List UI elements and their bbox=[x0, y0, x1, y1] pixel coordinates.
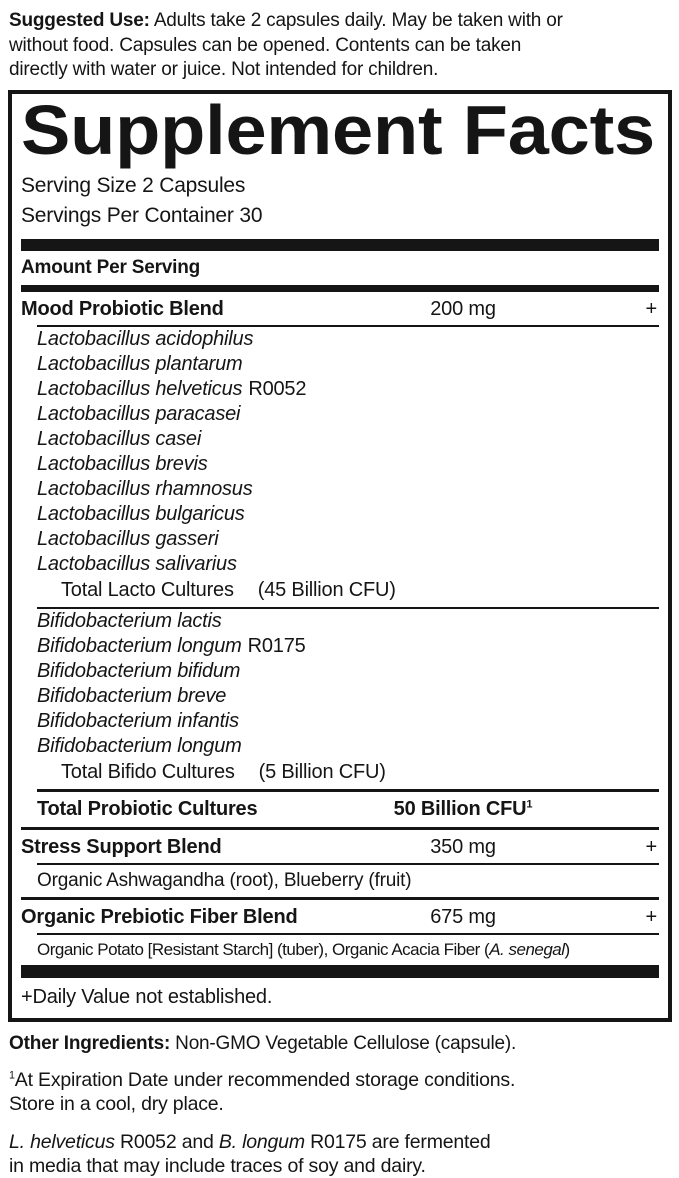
fiber-blend-ingredients: Organic Potato [Resistant Starch] (tuber), Organic Acacia Fiber (A. senegal) bbox=[37, 939, 570, 959]
stress-blend-dv-symbol: + bbox=[645, 835, 657, 858]
total-probiotic-row bbox=[21, 792, 659, 827]
total-bifido-label: Total Bifido Cultures bbox=[61, 760, 235, 783]
total-probiotic-label: Total Probiotic Cultures bbox=[37, 797, 258, 820]
species-name: Bifidobacterium breve bbox=[37, 684, 227, 707]
species-row bbox=[37, 527, 659, 552]
other-ingredients-label: Other Ingredients: bbox=[9, 1032, 171, 1054]
species-row bbox=[37, 477, 659, 502]
separator-bar bbox=[21, 285, 659, 292]
species-row bbox=[37, 634, 659, 659]
fermentation-note bbox=[9, 1130, 669, 1178]
species-name: Bifidobacterium longum bbox=[37, 634, 242, 657]
fiber-blend-dv-symbol: + bbox=[645, 905, 657, 928]
total-probiotic-value: 50 Billion CFU$^1$ bbox=[393, 797, 533, 820]
suggested-use-label: Suggested Use: bbox=[9, 10, 150, 31]
storage-note-line: $^1$At Expiration Date under recommended storage conditions. bbox=[9, 1068, 516, 1091]
species-name: Bifidobacterium bifidum bbox=[37, 659, 241, 682]
mood-blend-dv-symbol: + bbox=[645, 297, 657, 320]
species-row bbox=[37, 609, 659, 634]
below-panel-notes bbox=[0, 1032, 679, 1178]
species-name: Lactobacillus salivarius bbox=[37, 552, 237, 575]
total-bifido-cultures bbox=[61, 759, 659, 789]
footnote-marker: 1 bbox=[9, 1069, 15, 1081]
species-name: Bifidobacterium lactis bbox=[37, 609, 222, 632]
species-name: Lactobacillus bulgaricus bbox=[37, 502, 245, 525]
separator-bar bbox=[21, 965, 659, 978]
total-lacto-cultures bbox=[61, 577, 659, 607]
mood-blend-row bbox=[21, 292, 659, 325]
fiber-blend-amount: 675 mg bbox=[430, 905, 496, 928]
species-name: Lactobacillus plantarum bbox=[37, 352, 243, 375]
serving-size: Serving Size 2 Capsules bbox=[21, 173, 246, 197]
daily-value-note: +Daily Value not established. bbox=[21, 985, 273, 1008]
species-row bbox=[37, 402, 659, 427]
suggested-use-line: Suggested Use: Adults take 2 capsules daily. May be taken with or bbox=[9, 10, 563, 31]
servings-per-container: Servings Per Container 30 bbox=[21, 203, 263, 227]
species-name: Lactobacillus gasseri bbox=[37, 527, 219, 550]
supplement-facts-panel bbox=[8, 90, 672, 1022]
species-name: Lactobacillus paracasei bbox=[37, 402, 241, 425]
total-lacto-value: (45 Billion CFU) bbox=[257, 578, 396, 601]
species-name: A. senegal bbox=[489, 939, 565, 959]
stress-blend-name: Stress Support Blend bbox=[21, 835, 222, 858]
species-name: Lactobacillus helveticus bbox=[37, 377, 243, 400]
separator-bar bbox=[21, 239, 659, 251]
mood-blend-amount: 200 mg bbox=[430, 297, 496, 320]
stress-blend-ingredients: Organic Ashwagandha (root), Blueberry (fruit) bbox=[37, 869, 412, 891]
stress-blend-row bbox=[21, 830, 659, 863]
species-row bbox=[37, 552, 659, 577]
species-row bbox=[37, 377, 659, 402]
storage-note bbox=[9, 1068, 669, 1116]
fiber-blend-row bbox=[21, 900, 659, 933]
species-strain: R0052 bbox=[248, 377, 307, 400]
fermentation-note-line: in media that may include traces of soy and dairy. bbox=[9, 1154, 426, 1177]
other-ingredients: Other Ingredients: Non-GMO Vegetable Cellulose (capsule). bbox=[9, 1032, 517, 1054]
species-strain: R0175 bbox=[247, 634, 306, 657]
species-row bbox=[37, 659, 659, 684]
suggested-use-paragraph bbox=[0, 0, 679, 83]
total-lacto-label: Total Lacto Cultures bbox=[61, 578, 234, 601]
species-row bbox=[37, 709, 659, 734]
species-row bbox=[37, 684, 659, 709]
supplement-facts-title bbox=[21, 97, 659, 169]
svg-text:Supplement Facts: Supplement Facts bbox=[21, 96, 655, 169]
species-name: Bifidobacterium longum bbox=[37, 734, 242, 757]
species-row bbox=[37, 734, 659, 759]
species-row bbox=[37, 352, 659, 377]
total-bifido-value: (5 Billion CFU) bbox=[258, 760, 386, 783]
mood-blend-name: Mood Probiotic Blend bbox=[21, 297, 224, 320]
amount-per-serving-header: Amount Per Serving bbox=[21, 256, 201, 278]
species-row bbox=[37, 502, 659, 527]
storage-note-line: Store in a cool, dry place. bbox=[9, 1092, 224, 1115]
fermentation-note-line: L. helveticus R0052 and B. longum R0175 are fermented bbox=[9, 1130, 491, 1153]
species-row bbox=[37, 327, 659, 352]
stress-blend-amount: 350 mg bbox=[430, 835, 496, 858]
species-row bbox=[37, 452, 659, 477]
fiber-blend-name: Organic Prebiotic Fiber Blend bbox=[21, 905, 298, 928]
species-name: Bifidobacterium infantis bbox=[37, 709, 239, 732]
suggested-use-line: directly with water or juice. Not intended for children. bbox=[9, 59, 439, 80]
footnote-marker: 1 bbox=[526, 797, 533, 810]
suggested-use-line: without food. Capsules can be opened. Contents can be taken bbox=[9, 34, 522, 56]
species-name: Lactobacillus rhamnosus bbox=[37, 477, 253, 500]
species-row bbox=[37, 427, 659, 452]
species-name: Lactobacillus acidophilus bbox=[37, 327, 254, 350]
species-name: Lactobacillus brevis bbox=[37, 452, 208, 475]
species-name: Lactobacillus casei bbox=[37, 427, 202, 450]
